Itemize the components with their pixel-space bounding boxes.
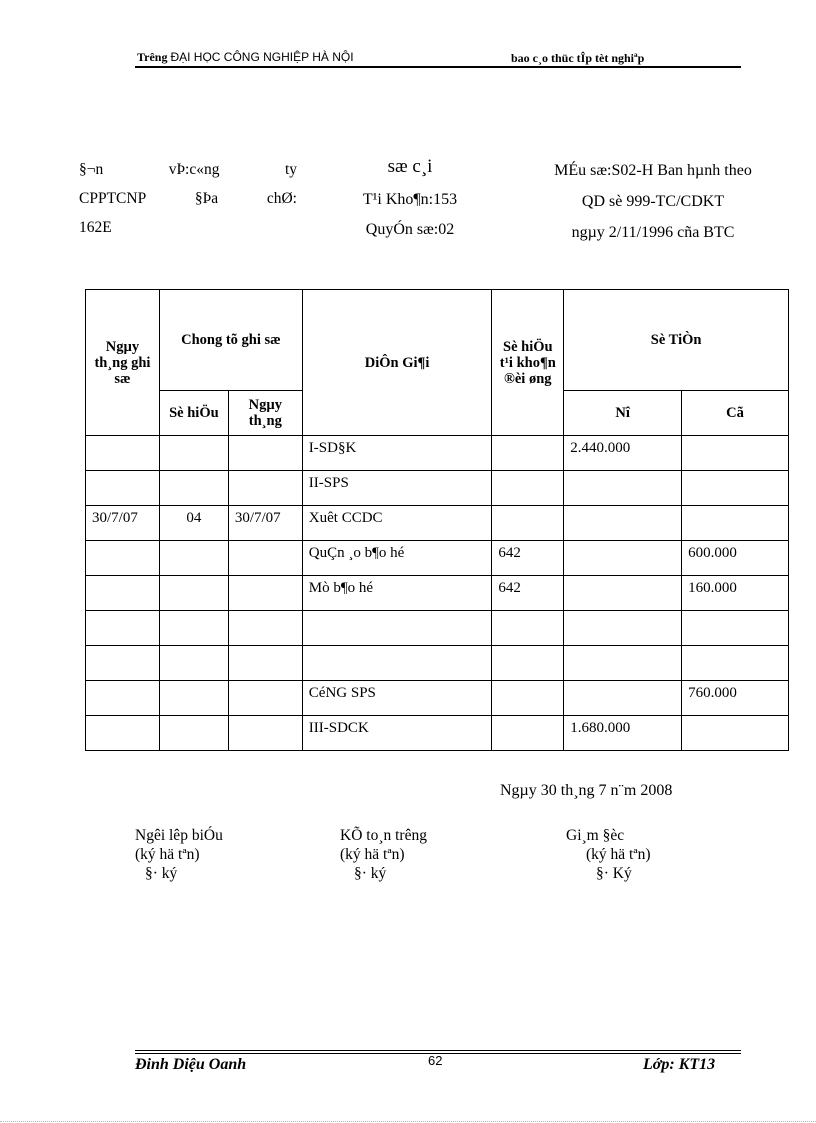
- unit-word: §Þa: [194, 190, 219, 207]
- cell-description: III-SDCK: [302, 716, 492, 751]
- cell-voucher-no: [159, 541, 228, 576]
- unit-word: §¬n: [79, 161, 104, 178]
- cell-voucher-no: [159, 681, 228, 716]
- signature-chief-accountant: [340, 826, 427, 883]
- header-rule: [135, 66, 741, 68]
- cell-voucher-no: [159, 611, 228, 646]
- cell-voucher-date: [228, 436, 302, 471]
- cell-debit: 1.680.000: [564, 716, 682, 751]
- table-row: [86, 471, 789, 506]
- book-volume: QuyÓn sæ:02: [365, 221, 455, 238]
- cell-account: [492, 506, 564, 541]
- cell-credit: [682, 646, 789, 681]
- table-row: [86, 646, 789, 681]
- cell-credit: 160.000: [682, 576, 789, 611]
- unit-word: chØ:: [266, 190, 297, 207]
- cell-account: [492, 436, 564, 471]
- cell-description: I-SD§K: [302, 436, 492, 471]
- cell-debit: [564, 646, 682, 681]
- cell-debit: [564, 611, 682, 646]
- header-school: [137, 50, 354, 65]
- book-account: T¹i Kho¶n:153: [362, 191, 458, 208]
- cell-debit: [564, 471, 682, 506]
- cell-description: [302, 646, 492, 681]
- header-voucher-no: Sè hiÖu: [159, 391, 228, 436]
- table-row: [86, 611, 789, 646]
- cell-voucher-date: [228, 471, 302, 506]
- cell-debit: [564, 541, 682, 576]
- signature-signed: §· ký: [145, 865, 178, 882]
- unit-word: ty: [284, 161, 297, 178]
- header-amount: Sè TiÒn: [564, 290, 789, 391]
- header-voucher-date: Ngµy th¸ng: [228, 391, 302, 436]
- table-row: [86, 506, 789, 541]
- cell-debit: [564, 681, 682, 716]
- table-row: [86, 436, 789, 471]
- table-row: [86, 541, 789, 576]
- cell-date: [86, 646, 160, 681]
- cell-voucher-no: [159, 576, 228, 611]
- cell-debit: [564, 576, 682, 611]
- cell-voucher-no: [159, 436, 228, 471]
- cell-voucher-no: 04: [159, 506, 228, 541]
- cell-account: [492, 471, 564, 506]
- cell-account: [492, 646, 564, 681]
- cell-voucher-no: [159, 646, 228, 681]
- cell-account: [492, 611, 564, 646]
- header-credit: Cã: [682, 391, 789, 436]
- table-row: [86, 576, 789, 611]
- cell-voucher-no: [159, 716, 228, 751]
- signature-role: Ngêi lêp biÓu: [135, 827, 223, 844]
- cell-date: [86, 541, 160, 576]
- cell-credit: [682, 436, 789, 471]
- cell-account: [492, 716, 564, 751]
- cell-date: [86, 471, 160, 506]
- signature-preparer: [135, 826, 223, 883]
- signature-role: KÕ to¸n trêng: [340, 827, 427, 844]
- book-title: sæ c¸i: [387, 156, 433, 177]
- cell-voucher-date: [228, 611, 302, 646]
- signature-note: (ký hä tªn): [586, 846, 651, 863]
- signature-note: (ký hä tªn): [340, 846, 405, 863]
- cell-credit: [682, 611, 789, 646]
- cell-voucher-date: [228, 681, 302, 716]
- cell-credit: [682, 716, 789, 751]
- cell-description: CéNG SPS: [302, 681, 492, 716]
- cell-voucher-date: [228, 541, 302, 576]
- table-row: [86, 716, 789, 751]
- cell-credit: [682, 506, 789, 541]
- cell-date: [86, 611, 160, 646]
- signature-note: (ký hä tªn): [135, 846, 200, 863]
- cell-voucher-no: [159, 471, 228, 506]
- cell-debit: [564, 506, 682, 541]
- signature-director: [566, 826, 651, 883]
- form-line: QD sè 999-TC/CDKT: [581, 193, 725, 210]
- form-line: ngµy 2/11/1996 cña BTC: [571, 224, 735, 241]
- header-prefix: Trêng: [137, 50, 168, 64]
- cell-account: [492, 681, 564, 716]
- table-row: [86, 681, 789, 716]
- book-info: [330, 155, 490, 239]
- cell-description: II-SPS: [302, 471, 492, 506]
- signature-signed: §· ký: [354, 865, 387, 882]
- cell-voucher-date: 30/7/07: [228, 506, 302, 541]
- ledger-table: [85, 289, 789, 751]
- cell-credit: 760.000: [682, 681, 789, 716]
- page-edge: [0, 1121, 816, 1122]
- footer-class: Lớp: KT13: [643, 1056, 716, 1073]
- header-account: Sè hiÖu t¹i kho¶n ®èi øng: [492, 290, 564, 436]
- cell-account: 642: [492, 541, 564, 576]
- unit-address: 162E: [79, 219, 112, 236]
- cell-voucher-date: [228, 716, 302, 751]
- form-info: [528, 155, 778, 248]
- cell-description: [302, 611, 492, 646]
- cell-date: [86, 716, 160, 751]
- footer-author: Đinh Diệu Oanh: [135, 1056, 247, 1073]
- cell-date: [86, 436, 160, 471]
- header-school-name: ĐẠI HỌC CÔNG NGHIỆP HÀ NỘI: [170, 50, 354, 64]
- cell-date: [86, 576, 160, 611]
- cell-voucher-date: [228, 646, 302, 681]
- cell-date: 30/7/07: [86, 506, 160, 541]
- unit-word: vÞ:c«ng: [168, 161, 220, 178]
- cell-debit: 2.440.000: [564, 436, 682, 471]
- header-debit: Nî: [564, 391, 682, 436]
- cell-credit: 600.000: [682, 541, 789, 576]
- header-report-title: bao c¸o thüc tÎp tèt nghiªp: [511, 51, 645, 65]
- header-description: DiÔn Gi¶i: [302, 290, 492, 436]
- footer-rule: [135, 1050, 741, 1051]
- header-voucher: Chong tõ ghi sæ: [159, 290, 302, 391]
- unit-info: [79, 155, 297, 242]
- signature-role: Gi¸m §èc: [566, 827, 625, 844]
- signature-signed: §· Ký: [596, 865, 632, 882]
- cell-account: 642: [492, 576, 564, 611]
- cell-voucher-date: [228, 576, 302, 611]
- unit-word: CPPTCNP: [79, 190, 147, 207]
- cell-description: QuÇn ¸o b¶o hé: [302, 541, 492, 576]
- page-number: 62: [428, 1053, 443, 1068]
- cell-description: Mò b¶o hé: [302, 576, 492, 611]
- cell-description: Xuêt CCDC: [302, 506, 492, 541]
- cell-date: [86, 681, 160, 716]
- cell-credit: [682, 471, 789, 506]
- sign-date: Ngµy 30 th¸ng 7 n¨m 2008: [500, 782, 673, 799]
- header-date: Ngµy th¸ng ghi sæ: [86, 290, 160, 436]
- form-line: MÉu sæ:S02-H Ban hµnh theo: [554, 162, 752, 179]
